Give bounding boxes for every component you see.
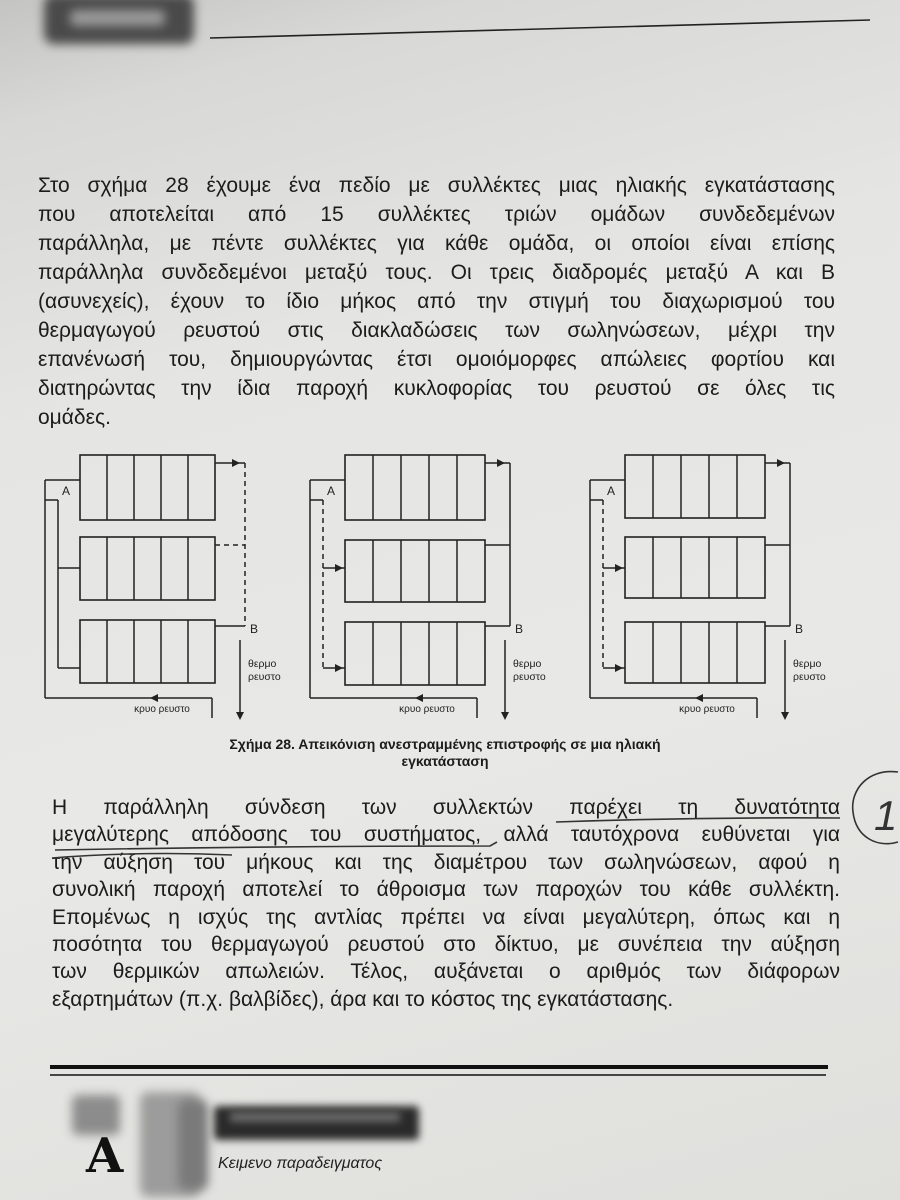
caption-line: Σχήμα 28. Απεικόνιση ανεστραμμένης επιστροφής σε μια ηλιακή — [229, 736, 661, 752]
hot-fluid-label: θερμο — [513, 658, 542, 670]
cold-fluid-label: κρυο ρευστο — [679, 704, 735, 715]
handwritten-circle — [853, 772, 898, 844]
text-line: θερμαγωγού ρευστού στις διακλαδώσεις των σωληνώσεων, μέχρι την — [38, 319, 835, 342]
label-b: B — [515, 622, 524, 636]
text-line: Επομένως η ισχύς της αντλίας πρέπει να είναι μεγαλύτερη, όπως και η — [52, 905, 840, 929]
text-line: που αποτελείται από 15 συλλέκτες τριών ομάδων συνδεδεμένων — [38, 203, 835, 226]
text-line: Η παράλληλη σύνδεση των συλλεκτών παρέχει τη δυνατότητα — [52, 796, 840, 819]
text-line: επανένωσή του, δημιουργώντας έτσι ομοιόμορφες απώλειες φορτίου και — [38, 348, 835, 371]
diagram-panel-3 — [590, 455, 826, 720]
paragraph-1 — [38, 171, 835, 432]
hot-fluid-label: θερμο — [793, 658, 822, 670]
cold-fluid-label: κρυο ρευστο — [399, 704, 455, 715]
flow-arrow — [501, 712, 509, 720]
figure-caption — [150, 736, 740, 770]
footer-logo-letter: A — [86, 1128, 124, 1184]
text-line: ομάδες. — [38, 406, 111, 429]
label-b: B — [250, 622, 259, 636]
flow-arrow — [777, 459, 785, 467]
text-line: εξαρτημάτων (π.χ. βαλβίδες), άρα και το κόστος της εγκατάστασης. — [52, 987, 674, 1011]
flow-arrow — [695, 694, 703, 702]
flow-arrow — [497, 459, 505, 467]
footer-subtitle: Κειμενο παραδειγματος — [218, 1155, 383, 1172]
flow-arrow — [781, 712, 789, 720]
label-b: B — [795, 622, 804, 636]
flow-arrow — [150, 694, 158, 702]
hot-fluid-label: ρευστο — [513, 671, 546, 683]
label-a: A — [607, 484, 616, 498]
text-line: συνολική παροχή αποτελεί το άθροισμα των παροχών του κάθε συλλέκτη. — [52, 878, 840, 902]
collector-group-2 — [80, 537, 215, 600]
collector-group-1 — [625, 455, 765, 518]
flow-arrow — [615, 564, 623, 572]
flow-arrow — [335, 664, 343, 672]
flow-arrow — [615, 664, 623, 672]
collector-group-3 — [345, 622, 485, 685]
text-line: Στο σχήμα 28 έχουμε ένα πεδίο με συλλέκτες μιας ηλιακής εγκατάστασης — [38, 174, 835, 197]
diagram-panel-1 — [45, 455, 281, 720]
text-line: των θερμικών απωλειών. Τέλος, αυξάνεται ο αριθμός των διάφορων — [52, 960, 840, 984]
collector-group-3 — [80, 620, 215, 683]
text-line: διατηρώντας την ίδια παροχή κυκλοφορίας του ρευστού σε όλες τις — [38, 377, 835, 400]
collector-group-1 — [80, 455, 215, 520]
flow-arrow — [335, 564, 343, 572]
handwritten-margin-number: 1 — [874, 792, 898, 839]
flow-arrow — [236, 712, 244, 720]
collector-group-1 — [345, 455, 485, 520]
text-line: παράλληλα, με πέντε συλλέκτες για κάθε ομάδα, οι οποίοι είναι επίσης — [38, 232, 835, 255]
flow-arrow — [415, 694, 423, 702]
text-line: ποσότητα του θερμαγωγού ρευστού στο δίκτυο, με συνέπεια την αύξηση — [52, 932, 840, 956]
label-a: A — [62, 484, 71, 498]
collector-group-2 — [625, 537, 765, 598]
hot-fluid-label: θερμο — [248, 658, 277, 670]
collector-group-3 — [625, 622, 765, 683]
caption-line: εγκατάσταση — [401, 753, 489, 769]
text-line: μεγαλύτερης απόδοσης του συστήματος, αλλά ταυτόχρονα ευθύνεται για — [52, 823, 840, 847]
cold-fluid-label: κρυο ρευστο — [134, 704, 190, 715]
collector-group-2 — [345, 540, 485, 602]
hot-fluid-label: ρευστο — [793, 671, 826, 683]
diagram-panel-2 — [310, 455, 546, 720]
flow-arrow — [232, 459, 240, 467]
reverse-return-diagram — [0, 440, 900, 730]
text-line: παράλληλα συνδεδεμένοι μεταξύ τους. Οι τρεις διαδρομές μεταξύ Α και Β — [38, 261, 835, 284]
hot-fluid-label: ρευστο — [248, 671, 281, 683]
paragraph-2 — [52, 794, 840, 1013]
text-line: (ασυνεχείς), έχουν το ίδιο μήκος από την στιγμή του διαχωρισμού του — [38, 290, 835, 313]
label-a: A — [327, 484, 336, 498]
text-line: την αύξηση του μήκους και της διαμέτρου των σωληνώσεων, αφού η — [52, 850, 840, 874]
header-line — [210, 20, 870, 38]
